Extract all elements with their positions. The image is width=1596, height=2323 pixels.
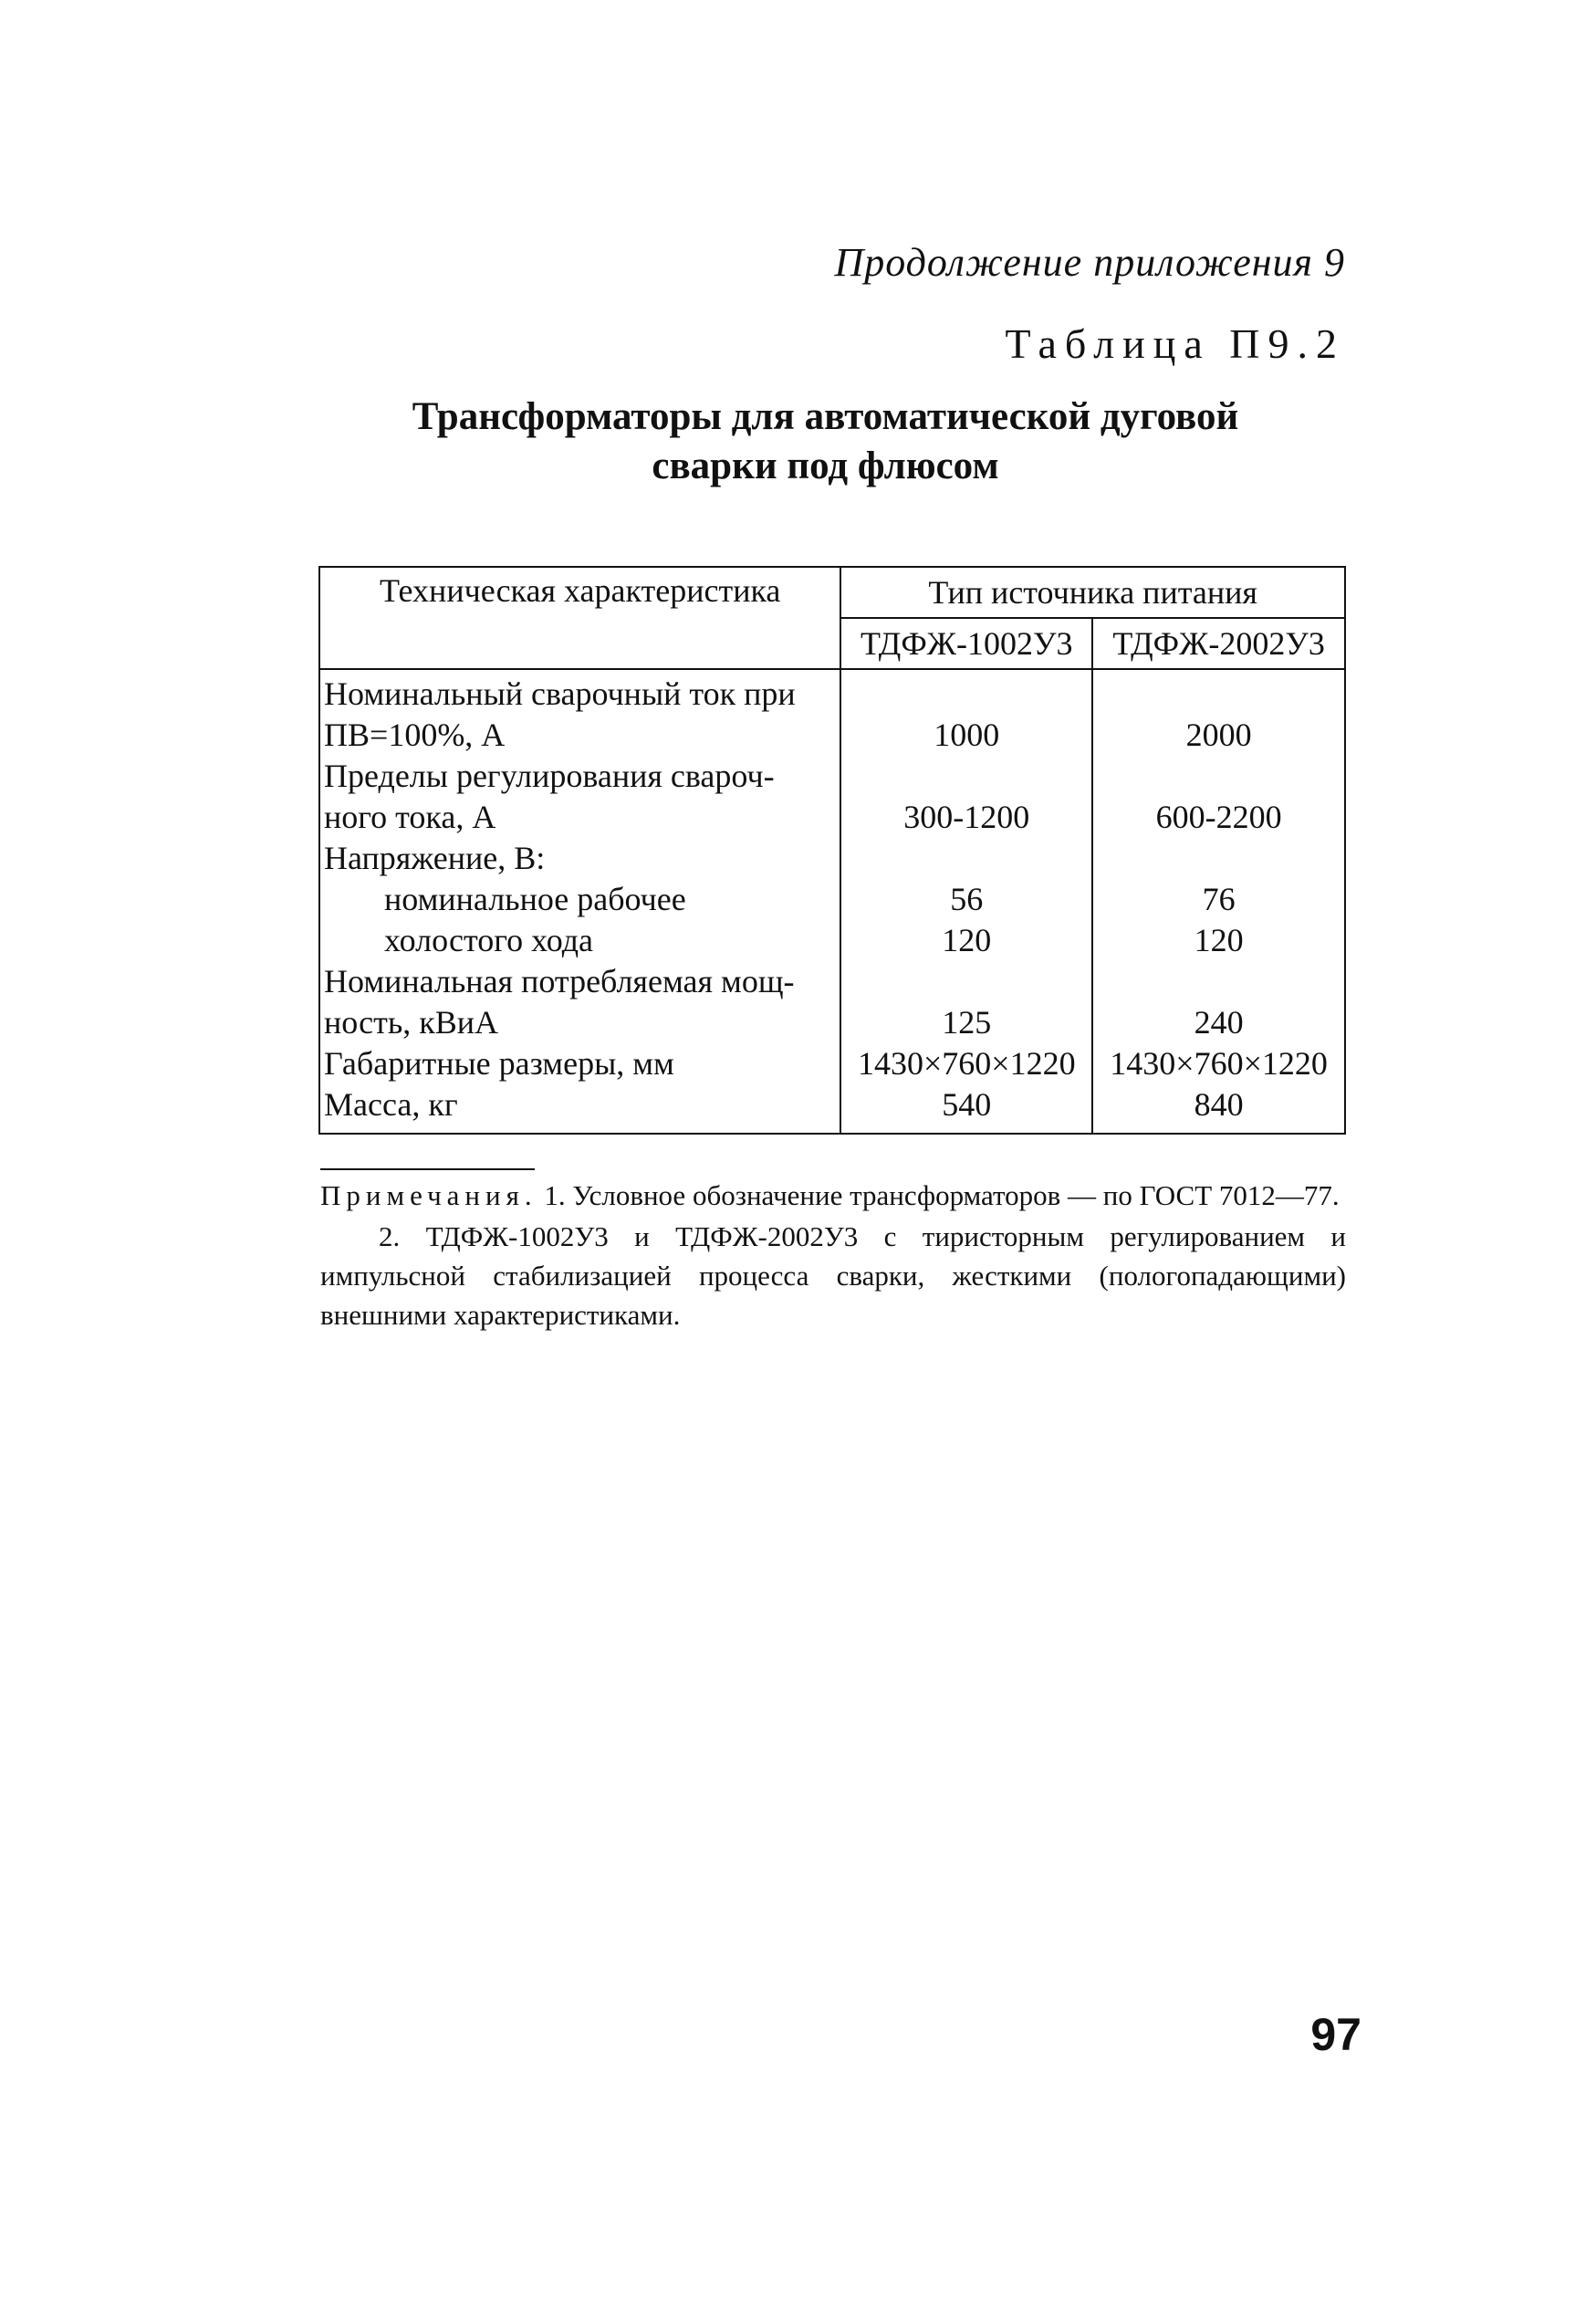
row-value-model-2 <box>1092 838 1345 879</box>
table-row <box>319 756 1345 797</box>
table-row <box>319 920 1345 961</box>
notes-heading: Примечания. <box>320 1179 537 1211</box>
row-label: Номинальная потребляемая мощ- <box>319 961 840 1002</box>
row-value-model-2: 600-2200 <box>1092 797 1345 838</box>
table-title-line-2: сварки под флюсом <box>652 445 999 487</box>
row-value-model-2 <box>1092 669 1345 715</box>
row-value-model-1 <box>840 838 1092 879</box>
header-model-1: ТДФЖ-1002У3 <box>840 618 1092 669</box>
row-label: Напряжение, В: <box>319 838 840 879</box>
row-value-model-2: 2000 <box>1092 715 1345 756</box>
table-row <box>319 1043 1345 1084</box>
notes-block <box>320 1176 1346 1334</box>
header-characteristic: Техническая характеристика <box>319 567 840 669</box>
table-row <box>319 879 1345 920</box>
row-label: Габаритные размеры, мм <box>319 1043 840 1084</box>
row-value-model-1: 1000 <box>840 715 1092 756</box>
header-source-type: Тип источника питания <box>840 567 1345 618</box>
row-value-model-1: 120 <box>840 920 1092 961</box>
table-row <box>319 669 1345 715</box>
specifications-table <box>318 566 1346 1135</box>
table-row <box>319 1084 1345 1134</box>
row-value-model-2: 840 <box>1092 1084 1345 1134</box>
row-label: Пределы регулирования свароч- <box>319 756 840 797</box>
row-value-model-2: 240 <box>1092 1002 1345 1043</box>
row-label: Масса, кг <box>319 1084 840 1134</box>
table-row <box>319 1002 1345 1043</box>
note-1 <box>320 1176 1346 1215</box>
row-value-model-1: 300-1200 <box>840 797 1092 838</box>
row-value-model-1 <box>840 961 1092 1002</box>
table-row <box>319 961 1345 1002</box>
row-label: ПВ=100%, А <box>319 715 840 756</box>
row-value-model-1: 56 <box>840 879 1092 920</box>
row-value-model-2 <box>1092 756 1345 797</box>
note-2: 2. ТДФЖ-1002У3 и ТДФЖ-2002У3 с тиристорным регулированием и импульсной стабилизацией процесса сварки, жесткими (пологопадающими) внешними характеристиками. <box>320 1220 1346 1331</box>
page-number: 97 <box>1310 2009 1361 2060</box>
row-label: номинальное рабочее <box>319 879 840 920</box>
row-value-model-1: 540 <box>840 1084 1092 1134</box>
footnote-divider <box>320 1168 535 1170</box>
header-model-2: ТДФЖ-2002У3 <box>1092 618 1345 669</box>
table-title <box>274 392 1377 491</box>
row-label: ность, кВиА <box>319 1002 840 1043</box>
row-value-model-2: 120 <box>1092 920 1345 961</box>
appendix-continuation-caption: Продолжение приложения 9 <box>834 240 1345 285</box>
table-row <box>319 715 1345 756</box>
row-label: Номинальный сварочный ток при <box>319 669 840 715</box>
row-value-model-1: 1430×760×1220 <box>840 1043 1092 1084</box>
row-value-model-2 <box>1092 961 1345 1002</box>
row-value-model-1 <box>840 756 1092 797</box>
row-value-model-1: 125 <box>840 1002 1092 1043</box>
table-row <box>319 838 1345 879</box>
row-label: ного тока, А <box>319 797 840 838</box>
row-value-model-1 <box>840 669 1092 715</box>
table-number-label: Таблица П9.2 <box>1005 320 1345 367</box>
row-value-model-2: 76 <box>1092 879 1345 920</box>
table-row <box>319 797 1345 838</box>
table-title-line-1: Трансформаторы для автоматической дуговой <box>412 395 1239 438</box>
row-value-model-2: 1430×760×1220 <box>1092 1043 1345 1084</box>
note-1-text: 1. Условное обозначение трансформаторов — по ГОСТ 7012—77. <box>544 1179 1340 1211</box>
row-label: холостого хода <box>319 920 840 961</box>
